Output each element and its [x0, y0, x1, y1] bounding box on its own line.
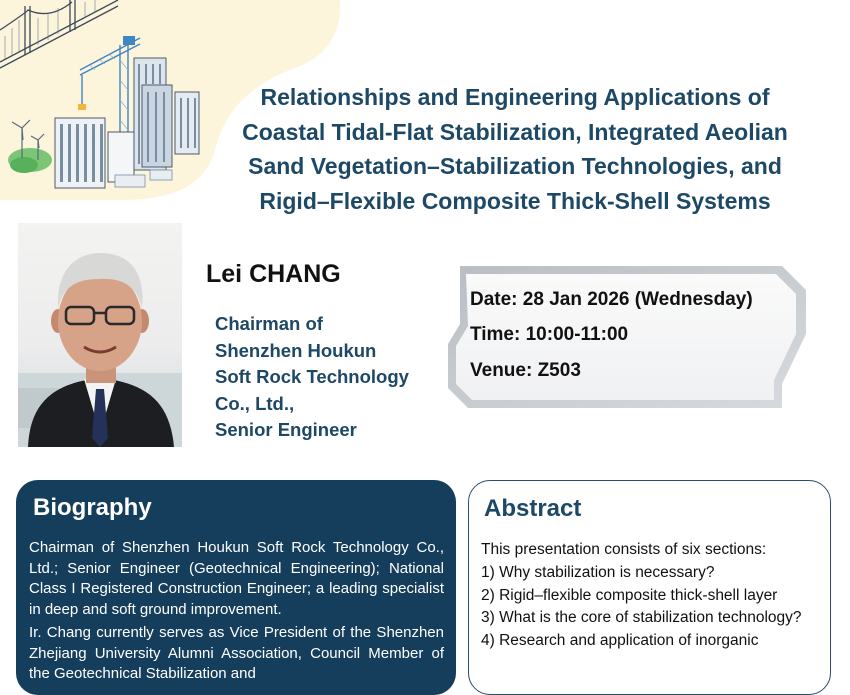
event-time: Time: 10:00-11:00 [470, 324, 629, 345]
biography-panel [16, 480, 456, 695]
position-line: Chairman of [215, 313, 323, 334]
biography-text [29, 538, 444, 688]
biography-heading: Biography [33, 494, 152, 521]
speaker-name: Lei CHANG [206, 260, 341, 288]
abstract-line: This presentation consists of six sections: [481, 541, 767, 558]
position-line: Co., Ltd., [215, 392, 295, 414]
abstract-text [481, 539, 826, 653]
event-venue: Venue: Z503 [470, 360, 581, 381]
speaker-photo [18, 223, 182, 447]
title-line: Rigid–Flexible Composite Thick-Shell Systems [259, 187, 771, 214]
abstract-line: 2) Rigid–flexible composite thick-shell layer [481, 586, 778, 604]
abstract-line: 3) What is the core of stabilization technology? [481, 609, 802, 627]
position-line: Senior Engineer [215, 419, 357, 441]
abstract-line: 1) Why stabilization is necessary? [481, 563, 715, 581]
title-line: Sand Vegetation–Stabilization Technologies, and [248, 153, 782, 179]
position-line: Shenzhen Houkun [215, 339, 377, 361]
presentation-title [215, 80, 815, 218]
abstract-heading: Abstract [484, 495, 582, 522]
position-line: Soft Rock Technology [215, 366, 409, 388]
title-line: Relationships and Engineering Applications of [260, 84, 770, 110]
event-date: Date: 28 Jan 2026 (Wednesday) [470, 289, 753, 310]
biography-paragraph: Chairman of Shenzhen Houkun Soft Rock Technology Co., Ltd.; Senior Engineer (Geotechnical Engineering); National Class I Registered Construction Engineer; a leading specialist in deep and soft ground improvement. [29, 539, 444, 618]
biography-paragraph: Ir. Chang currently serves as Vice President of the Shenzhen Zhejiang University Alumni Association, Council Member of the Geotechnical Stabilization and [29, 624, 444, 682]
speaker-position [215, 311, 445, 444]
abstract-line: 4) Research and application of inorganic [481, 632, 759, 650]
city-construction-illustration [0, 0, 215, 200]
title-line: Coastal Tidal-Flat Stabilization, Integrated Aeolian [242, 118, 788, 145]
abstract-panel [468, 480, 831, 695]
